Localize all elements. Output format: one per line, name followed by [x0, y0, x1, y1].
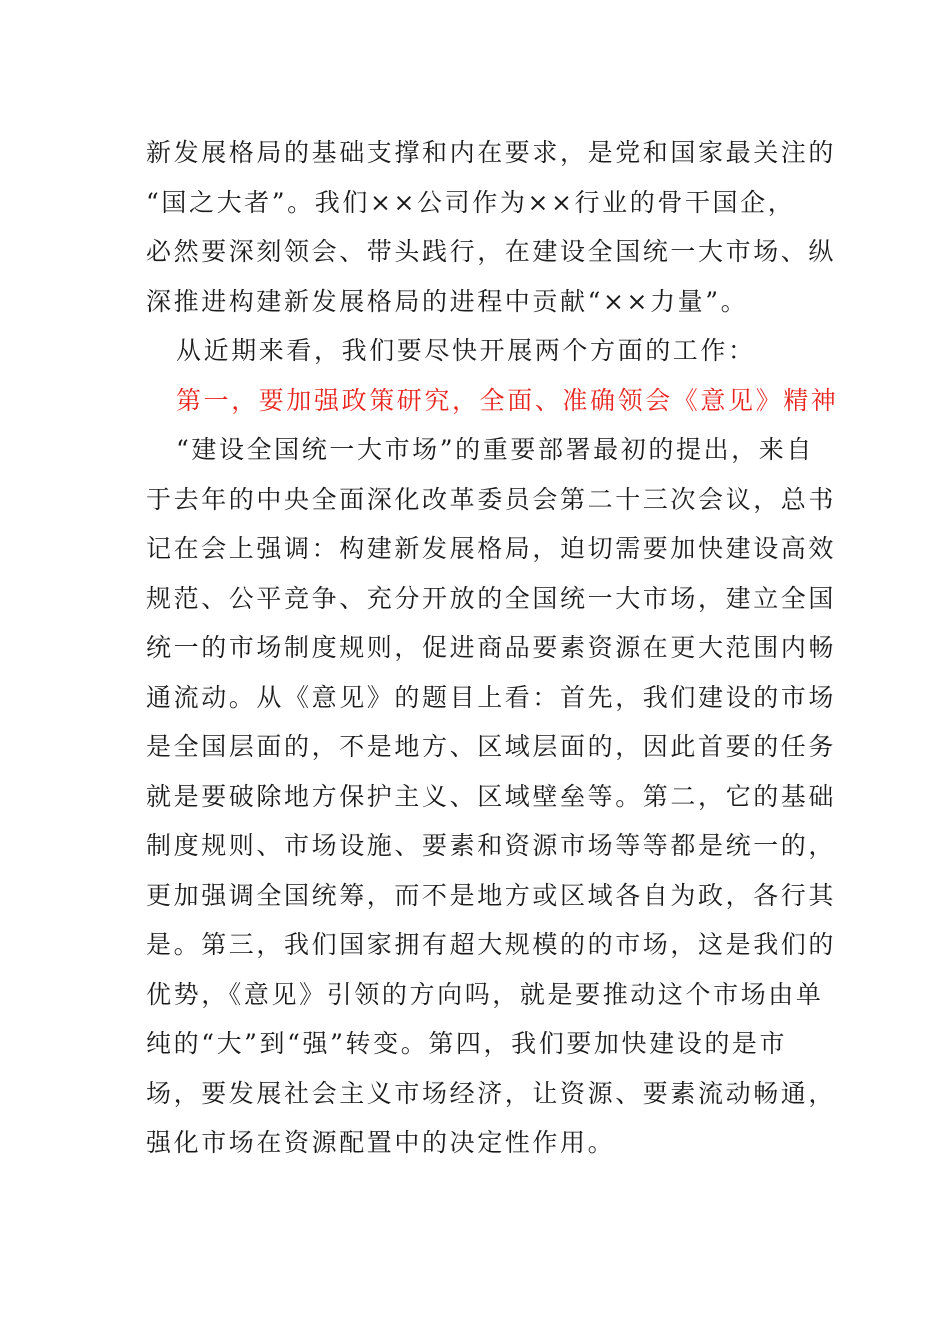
text-line: 纯的“大”到“强”转变。第四，我们要加快建设的是市	[146, 1029, 788, 1058]
text-line: 通流动。从《意见》的题目上看：首先，我们建设的市场	[146, 682, 837, 712]
text-line: 深推进构建新发展格局的进程中贡献“××力量”。	[146, 286, 749, 316]
section-body	[146, 425, 837, 1168]
text-line: 必然要深刻领会、带头践行，在建设全国统一大市场、纵	[146, 237, 837, 266]
text-line: 场，要发展社会主义市场经济，让资源、要素流动畅通，	[146, 1078, 837, 1108]
intro-line: 从近期来看，我们要尽快开展两个方面的工作：	[176, 336, 756, 365]
text-line: 更加强调全国统筹，而不是地方或区域各自为政，各行其	[146, 880, 837, 910]
text-line: 就是要破除地方保护主义、区域壁垒等。第二，它的基础	[146, 781, 837, 811]
text-line: 于去年的中央全面深化改革委员会第二十三次会议，总书	[146, 484, 837, 514]
text-line: “国之大者”。我们××公司作为××行业的骨干国企，	[146, 187, 796, 217]
text-line: “建设全国统一大市场”的重要部署最初的提出，来自	[176, 435, 814, 464]
document-body	[146, 128, 839, 1168]
text-line: 新发展格局的基础支撑和内在要求，是党和国家最关注的	[146, 138, 837, 167]
text-line: 是。第三，我们国家拥有超大规模的的市场，这是我们的	[146, 930, 837, 959]
text-line: 优势，《意见》引领的方向吗，就是要推动这个市场由单	[146, 979, 824, 1009]
section-heading: 第一，要加强政策研究，全面、准确领会《意见》精神	[176, 385, 839, 415]
text-line: 统一的市场制度规则，促进商品要素资源在更大范围内畅	[146, 633, 837, 662]
text-line: 规范、公平竞争、充分开放的全国统一大市场，建立全国	[146, 583, 837, 613]
paragraph-continued	[146, 128, 837, 326]
text-line: 制度规则、市场设施、要素和资源市场等等都是统一的，	[146, 831, 837, 860]
text-line: 记在会上强调：构建新发展格局，迫切需要加快建设高效	[146, 534, 837, 563]
text-line: 强化市场在资源配置中的决定性作用。	[146, 1128, 616, 1157]
text-line: 是全国层面的，不是地方、区域层面的，因此首要的任务	[146, 732, 837, 761]
